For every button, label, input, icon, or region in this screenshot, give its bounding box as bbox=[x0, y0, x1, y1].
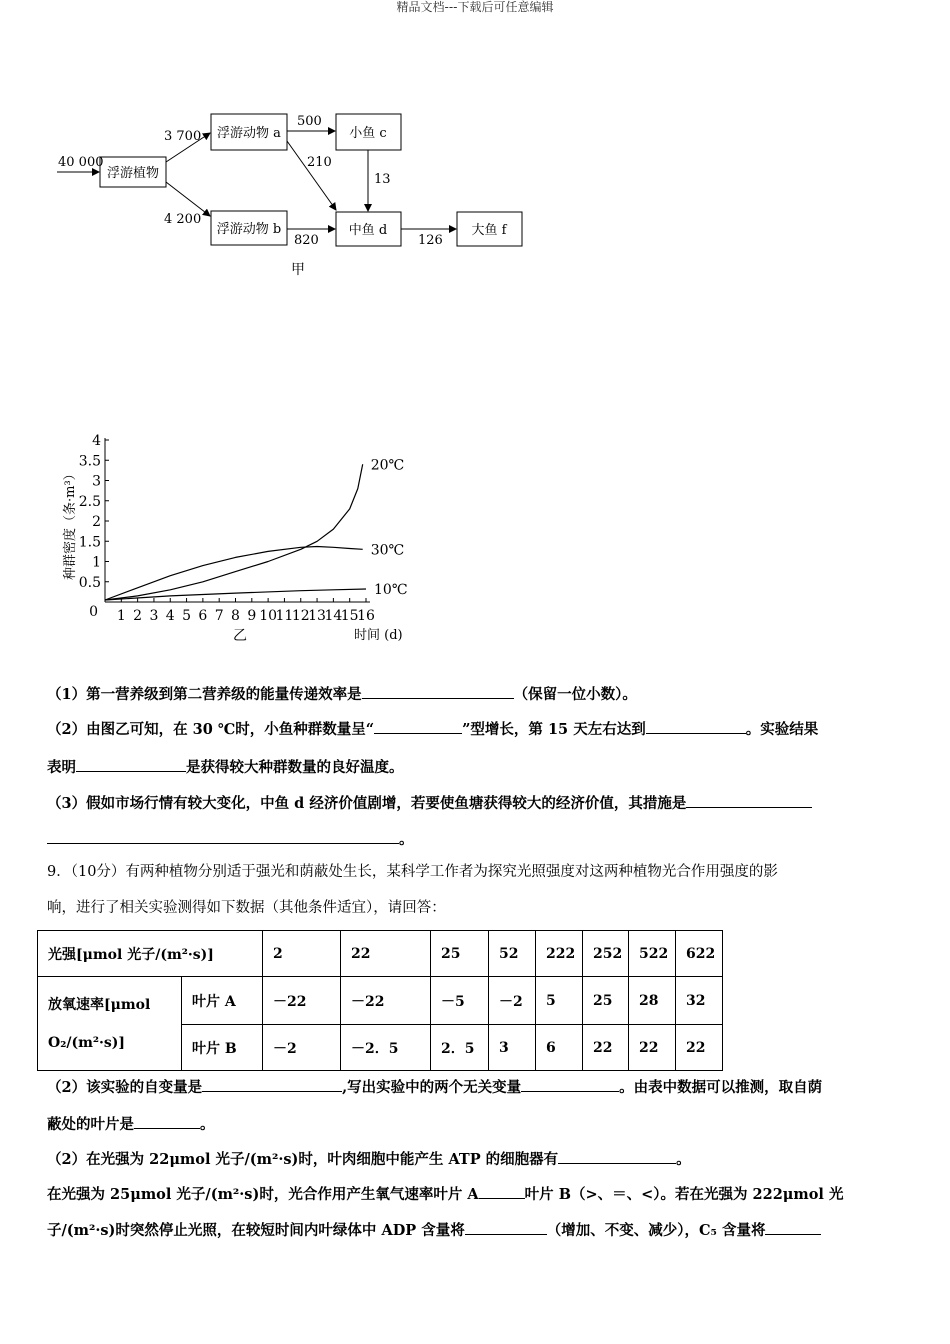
flow-a-to-d: 210 bbox=[307, 155, 332, 170]
chart-caption: 乙 bbox=[233, 628, 247, 644]
flow-a-to-c: 500 bbox=[297, 114, 322, 129]
population-chart bbox=[0, 430, 950, 650]
table-cell: －2．5 bbox=[341, 1025, 431, 1071]
answer-blank[interactable] bbox=[134, 1113, 200, 1129]
x-tick-label: 3 bbox=[149, 608, 159, 624]
answer-blank[interactable] bbox=[202, 1076, 342, 1092]
food-web-diagram bbox=[0, 0, 950, 290]
table-cell: 222 bbox=[536, 931, 583, 977]
answer-blank[interactable] bbox=[76, 756, 186, 772]
table-cell: 25 bbox=[431, 931, 489, 977]
table-cell: 28 bbox=[629, 977, 676, 1025]
x-tick-label: 5 bbox=[182, 608, 192, 624]
x-tick-label: 4 bbox=[165, 608, 175, 624]
q8-part3: （3）假如市场行情有较大变化，中鱼 d 经济价值剧增，若要使鱼塘获得较大的经济价值，其措施是 bbox=[47, 792, 812, 814]
node-zoo-a: 浮游动物 a bbox=[217, 126, 281, 141]
q9-sub3-cont: 子/(m²·s)时突然停止光照，在较短时间内叶绿体中 ADP 含量将 （增加、不变、减少），C₅ 含量将 bbox=[47, 1219, 821, 1241]
x-tick-label: 6 bbox=[198, 608, 208, 624]
x-tick-label: 10 bbox=[259, 608, 278, 624]
node-zoo-b: 浮游动物 b bbox=[216, 222, 282, 237]
table-cell: －22 bbox=[341, 977, 431, 1025]
table-cell: －5 bbox=[431, 977, 489, 1025]
flow-input: 40 000 bbox=[58, 155, 104, 170]
table-cell: 22 bbox=[629, 1025, 676, 1071]
x-tick-label: 14 bbox=[324, 608, 343, 624]
x-tick-label: 13 bbox=[308, 608, 326, 624]
answer-blank[interactable] bbox=[521, 1076, 619, 1092]
light-label: 光强[μmol 光子/(m²·s)] bbox=[38, 931, 263, 977]
node-mid-fish: 中鱼 d bbox=[348, 223, 388, 238]
answer-blank[interactable] bbox=[686, 792, 812, 808]
table-row bbox=[38, 931, 723, 977]
x-axis-label: 时间 (d) bbox=[354, 628, 403, 643]
x-tick-label: 16 bbox=[357, 608, 375, 624]
table-cell: －22 bbox=[263, 977, 341, 1025]
x-tick-label: 9 bbox=[247, 608, 257, 624]
y-tick-label: 1 bbox=[92, 554, 101, 571]
table-cell: 252 bbox=[583, 931, 629, 977]
q9-intro-2: 响，进行了相关实验测得如下数据（其他条件适宜），请回答： bbox=[47, 900, 446, 916]
answer-blank[interactable] bbox=[362, 683, 514, 699]
flow-plant-to-a: 3 700 bbox=[164, 129, 202, 144]
leaf-b-label: 叶片 B bbox=[182, 1025, 263, 1071]
table-cell: 522 bbox=[629, 931, 676, 977]
flow-d-to-f: 126 bbox=[418, 233, 443, 248]
x-tick-label: 15 bbox=[340, 608, 359, 624]
table-cell: 622 bbox=[676, 931, 723, 977]
y-tick-label: 2 bbox=[92, 514, 101, 530]
q9-sub3: 在光强为 25μmol 光子/(m²·s)时，光合作用产生氧气速率叶片 A 叶片 B（>、＝、<）。若在光强为 222μmol 光 bbox=[47, 1183, 844, 1205]
series-line-0 bbox=[105, 464, 363, 600]
q8-part2-cont: 表明 是获得较大种群数量的良好温度。 bbox=[47, 756, 404, 778]
answer-blank[interactable] bbox=[47, 828, 399, 844]
q8-part1: （1）第一营养级到第二营养级的能量传递效率是 （保留一位小数）。 bbox=[47, 683, 637, 705]
y-axis-label: 种群密度（条·m³） bbox=[63, 467, 78, 580]
x-tick-label: 12 bbox=[291, 608, 310, 624]
table-cell: 22 bbox=[583, 1025, 629, 1071]
q9-sub1: （2）该实验的自变量是 ,写出实验中的两个无关变量 。由表中数据可以推测，取自荫 bbox=[47, 1076, 822, 1098]
q9-intro-1: 9．（10分）有两种植物分别适于强光和荫蔽处生长，某科学工作者为探究光照强度对这两种植物光合作用强度的影 bbox=[47, 864, 778, 880]
table-cell: 32 bbox=[676, 977, 723, 1025]
table-cell: 5 bbox=[536, 977, 583, 1025]
table-cell: 6 bbox=[536, 1025, 583, 1071]
leaf-a-label: 叶片 A bbox=[182, 977, 263, 1025]
data-table bbox=[37, 930, 723, 1071]
answer-blank[interactable] bbox=[374, 718, 462, 734]
arrow-a-to-d bbox=[287, 141, 336, 210]
answer-blank[interactable] bbox=[646, 718, 746, 734]
table-cell: 2．5 bbox=[431, 1025, 489, 1071]
flow-plant-to-b: 4 200 bbox=[164, 212, 202, 227]
flow-c-to-d: 13 bbox=[374, 172, 391, 187]
y-tick-label: 1.5 bbox=[78, 534, 101, 551]
series-label: 30℃ bbox=[370, 542, 405, 559]
table-cell: 22 bbox=[341, 931, 431, 977]
table-cell: －2 bbox=[263, 1025, 341, 1071]
y-tick-label: 3 bbox=[92, 473, 101, 490]
q9-sub2: （2）在光强为 22μmol 光子/(m²·s)时，叶肉细胞中能产生 ATP 的细胞器有 。 bbox=[47, 1148, 691, 1170]
diagram-caption: 甲 bbox=[291, 262, 305, 278]
table-row bbox=[38, 977, 723, 1025]
node-plant: 浮游植物 bbox=[106, 166, 160, 181]
q8-part2: （2）由图乙可知，在 30 ℃时，小鱼种群数量呈“ ”型增长，第 15 天左右达到 。实验结果 bbox=[47, 718, 818, 740]
series-label: 20℃ bbox=[370, 457, 405, 474]
node-small-fish: 小鱼 c bbox=[349, 126, 387, 141]
series-label: 10℃ bbox=[374, 582, 408, 599]
page-header: 精品文档---下载后可任意编辑 bbox=[396, 0, 554, 14]
y-tick-label: 2.5 bbox=[78, 493, 101, 510]
table-cell: 52 bbox=[489, 931, 536, 977]
x-tick-label: 11 bbox=[275, 608, 294, 624]
flow-b-to-d: 820 bbox=[294, 233, 319, 248]
table-cell: 3 bbox=[489, 1025, 536, 1071]
rate-label: 放氧速率[μmol O₂/(m²·s)] bbox=[38, 977, 182, 1071]
table-cell: －2 bbox=[489, 977, 536, 1025]
answer-blank[interactable] bbox=[558, 1148, 676, 1164]
table-cell: 22 bbox=[676, 1025, 723, 1071]
table-cell: 25 bbox=[583, 977, 629, 1025]
x-tick-label: 1 bbox=[116, 608, 126, 624]
q9-sub1-cont: 蔽处的叶片是 。 bbox=[47, 1113, 215, 1135]
answer-blank[interactable] bbox=[465, 1219, 547, 1235]
arrow-plant-to-b bbox=[166, 182, 210, 216]
node-big-fish: 大鱼 f bbox=[471, 223, 507, 238]
y-tick-label: 0 bbox=[89, 604, 98, 620]
y-tick-label: 3.5 bbox=[78, 453, 101, 470]
x-tick-label: 7 bbox=[214, 608, 224, 624]
x-tick-label: 8 bbox=[231, 608, 240, 624]
series-line-1 bbox=[105, 547, 363, 601]
answer-blank[interactable] bbox=[479, 1183, 525, 1199]
answer-blank[interactable] bbox=[765, 1219, 821, 1235]
table-cell: 2 bbox=[263, 931, 341, 977]
y-tick-label: 4 bbox=[92, 433, 101, 449]
y-tick-label: 0.5 bbox=[78, 574, 101, 591]
x-tick-label: 2 bbox=[133, 608, 143, 624]
q8-part3-cont: 。 bbox=[47, 828, 414, 850]
